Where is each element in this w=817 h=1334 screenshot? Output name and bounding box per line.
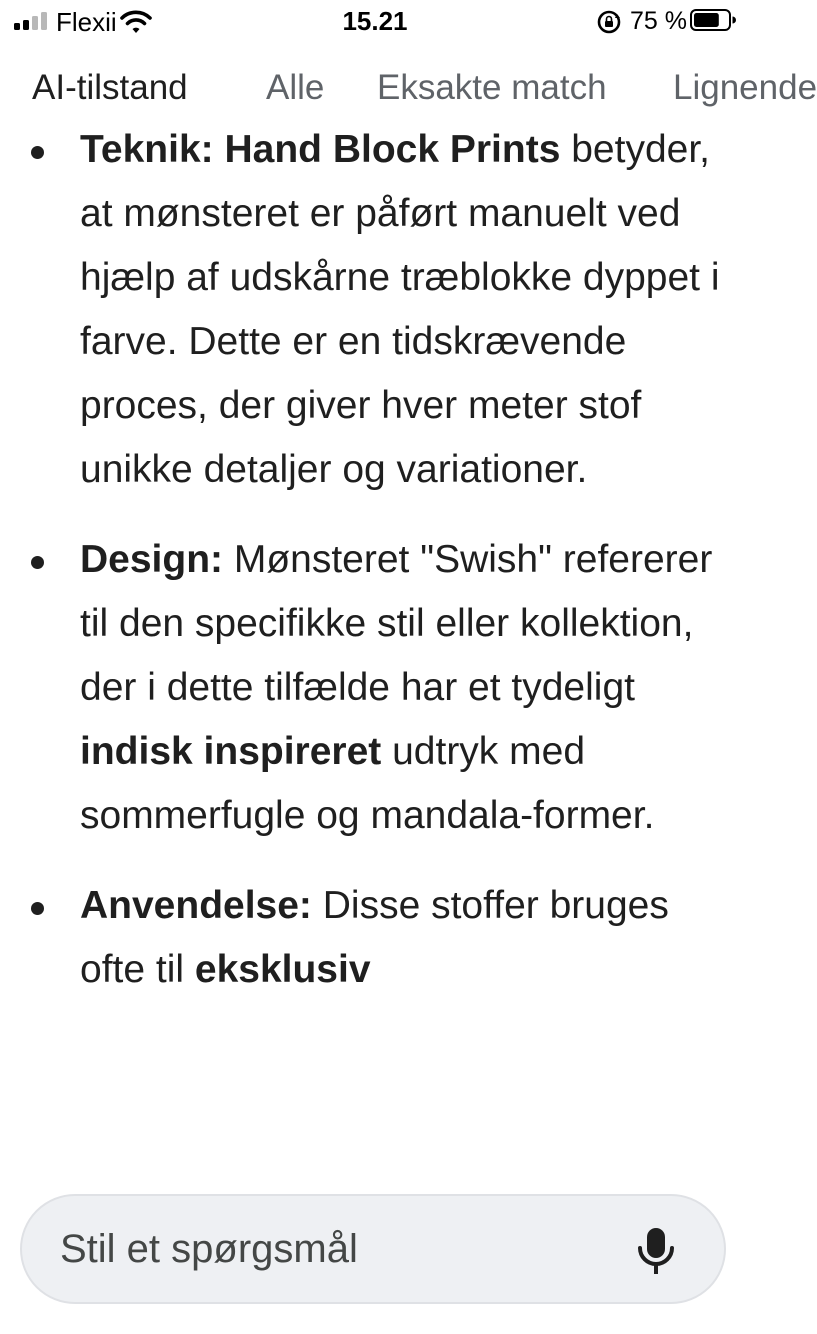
- rotation-lock-icon: [596, 9, 622, 35]
- bullet-dot: [31, 556, 44, 569]
- ask-bar: [0, 1178, 750, 1334]
- status-time: 15.21: [342, 6, 408, 36]
- bullet-dot: [31, 146, 44, 159]
- bullet-text: betyder, at mønsteret er påført manuelt ved hjælp af udskårne træblokke dyppet i farve. Dette er en tidskrævende proces, der giver hver meter stof unikke detaljer og variationer.: [80, 128, 720, 491]
- tab-similar[interactable]: Lignende: [673, 68, 817, 107]
- bullet-text-bold: indisk inspireret: [80, 730, 382, 773]
- tab-ai-mode[interactable]: AI-tilstand: [32, 68, 188, 107]
- ai-answer-content: [0, 118, 750, 1178]
- microphone-icon[interactable]: [634, 1226, 678, 1276]
- bullet-text-bold: Teknik: Hand Block Prints: [80, 128, 561, 171]
- battery-icon: [690, 9, 736, 31]
- bullet-text-bold: Design:: [80, 538, 224, 581]
- answer-bullet-list: [0, 118, 750, 1002]
- battery-percent: 75 %: [630, 7, 687, 35]
- bullet-text: udtryk med sommerfugle og mandala-former.: [80, 730, 655, 837]
- bullet-dot: [31, 902, 44, 915]
- bullet-text: Disse stoffer bruges ofte til: [80, 884, 669, 991]
- status-bar: [0, 0, 750, 44]
- search-mode-tabs: [0, 62, 817, 118]
- bullet-text-bold: Anvendelse:: [80, 884, 312, 927]
- bullet-design: [0, 528, 750, 848]
- ask-input[interactable]: [60, 1218, 600, 1280]
- bullet-text: Mønsteret "Swish" refererer til den specifikke stil eller kollektion, der i dette tilfælde har et tydeligt: [80, 538, 713, 709]
- bullet-usage: [0, 874, 750, 1002]
- content-fade: [0, 1130, 750, 1178]
- tab-exact-match[interactable]: Eksakte match: [377, 68, 607, 107]
- ask-box[interactable]: [20, 1194, 726, 1304]
- carrier-name: Flexii: [56, 7, 117, 37]
- bullet-text-bold: eksklusiv: [194, 948, 371, 991]
- tab-all[interactable]: Alle: [266, 68, 325, 107]
- bullet-technique: [0, 118, 750, 502]
